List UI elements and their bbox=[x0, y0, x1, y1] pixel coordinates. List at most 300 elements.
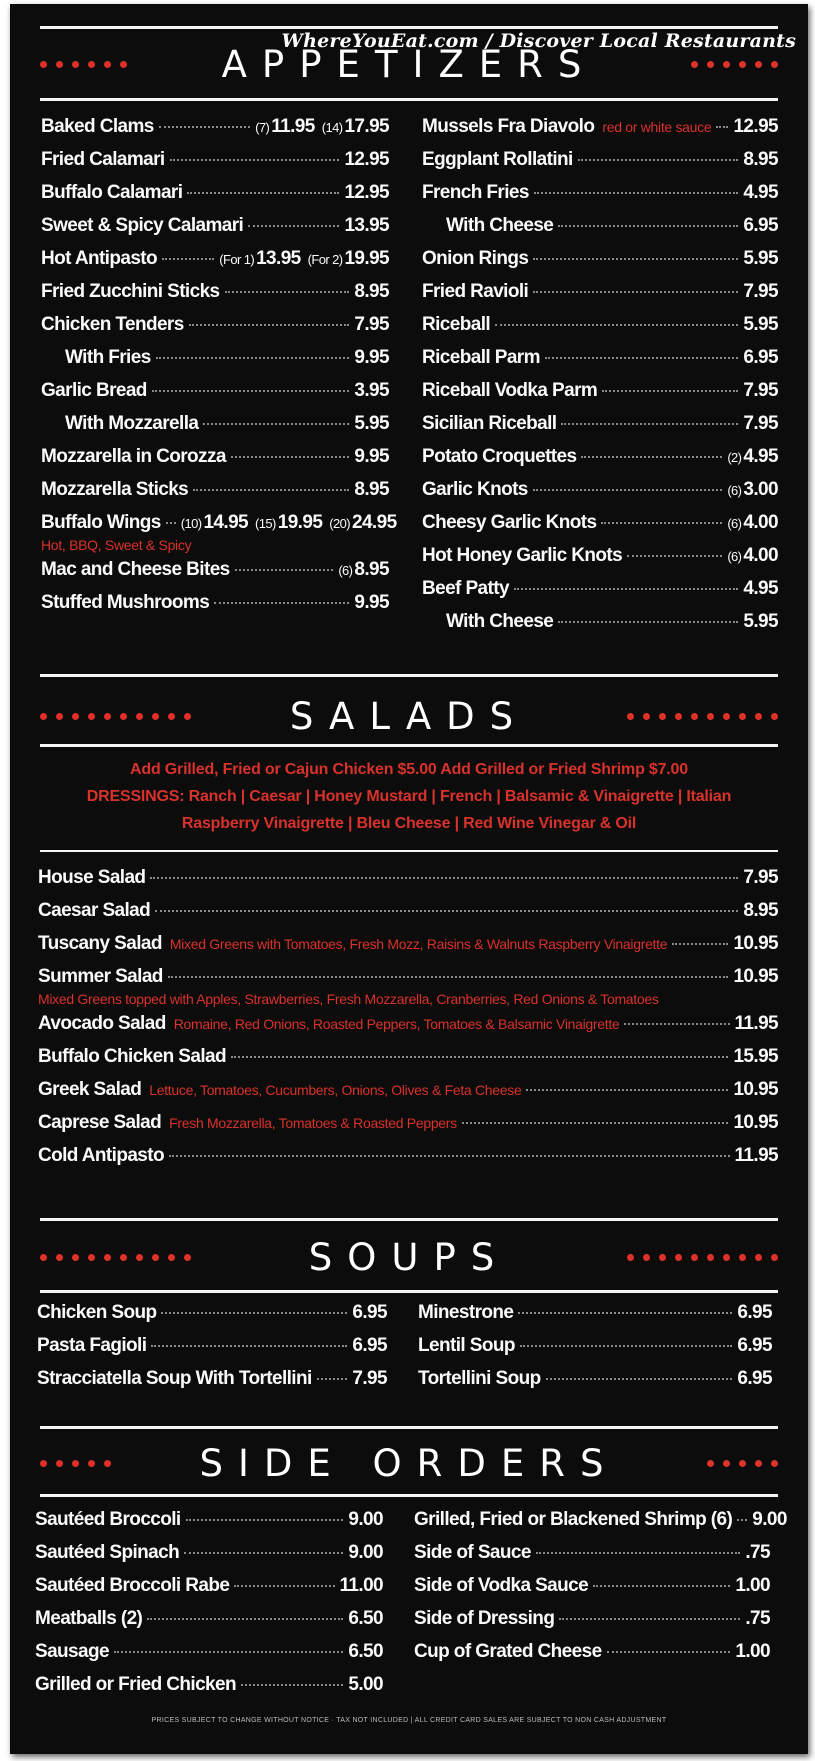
dot-leader bbox=[186, 1519, 344, 1521]
menu-item bbox=[41, 592, 389, 625]
menu-item bbox=[35, 1641, 383, 1674]
item-name: With Cheese bbox=[446, 611, 554, 632]
section-heading-salads: SALADS bbox=[289, 694, 529, 738]
item-name: Caesar Salad bbox=[38, 900, 151, 921]
dot-leader bbox=[203, 423, 349, 425]
dot-leader bbox=[534, 192, 739, 194]
item-price: 9.95 bbox=[354, 592, 389, 613]
menu-item bbox=[41, 314, 389, 347]
item-quantity: (10) bbox=[180, 516, 202, 531]
item-name: Buffalo Chicken Salad bbox=[38, 1046, 226, 1067]
decorative-dots bbox=[40, 1460, 111, 1467]
item-price-group bbox=[348, 1608, 383, 1630]
item-name: Riceball Parm bbox=[422, 347, 540, 368]
item-price-group bbox=[743, 215, 778, 237]
menu-item bbox=[38, 1112, 778, 1145]
item-name: Meatballs (2) bbox=[35, 1608, 143, 1629]
item-description: Romaine, Red Onions, Roasted Peppers, Tomatoes & Balsamic Vinaigrette bbox=[173, 1016, 620, 1032]
item-price: 1.00 bbox=[735, 1575, 770, 1596]
item-price-group bbox=[348, 1641, 383, 1663]
item-name: Riceball bbox=[422, 314, 491, 335]
item-description: Mixed Greens with Tomatoes, Fresh Mozz, Raisins & Walnuts Raspberry Vinaigrette bbox=[169, 936, 668, 952]
item-price: 13.95 bbox=[344, 215, 389, 236]
section-heading-appetizers: APPETIZERS bbox=[221, 42, 597, 86]
menu-item bbox=[414, 1641, 770, 1674]
divider bbox=[40, 1494, 778, 1497]
dot-leader bbox=[150, 877, 738, 879]
item-name: Stracciatella Soup With Tortellini bbox=[37, 1368, 312, 1389]
dot-leader bbox=[155, 910, 738, 912]
dot-leader bbox=[533, 258, 738, 260]
item-name: With Fries bbox=[65, 347, 151, 368]
dot-leader bbox=[520, 1345, 733, 1347]
item-price-option bbox=[255, 512, 322, 534]
dot-leader bbox=[114, 1651, 343, 1653]
item-price-group bbox=[737, 1335, 772, 1357]
item-name: Baked Clams bbox=[41, 116, 154, 137]
salad-dressing-line: Raspberry Vinaigrette | Bleu Cheese | Red Wine Vinegar & Oil bbox=[181, 815, 637, 832]
item-name: Buffalo Calamari bbox=[41, 182, 183, 203]
item-price: 12.95 bbox=[344, 182, 389, 203]
dot-leader bbox=[241, 1684, 343, 1686]
menu-item bbox=[41, 512, 397, 545]
item-price-group bbox=[354, 314, 389, 336]
item-price: .75 bbox=[745, 1608, 770, 1629]
menu-item bbox=[422, 611, 778, 644]
item-price: 9.00 bbox=[752, 1509, 787, 1530]
item-quantity: (2) bbox=[727, 450, 742, 465]
item-price-group bbox=[727, 446, 778, 468]
item-price: 9.00 bbox=[348, 1509, 383, 1530]
item-name: Chicken Tenders bbox=[41, 314, 184, 335]
menu-item bbox=[41, 149, 389, 182]
item-price-option bbox=[181, 512, 248, 534]
menu-item bbox=[422, 314, 778, 347]
item-price-group bbox=[733, 1046, 778, 1068]
menu-item bbox=[41, 413, 389, 446]
dot-leader bbox=[514, 588, 738, 590]
dot-leader bbox=[189, 324, 350, 326]
item-price: 10.95 bbox=[733, 966, 778, 987]
footnote: PRICES SUBJECT TO CHANGE WITHOUT NOTICE · TAX NOT INCLUDED | ALL CREDIT CARD SALES ARE SUBJECT TO NON CASH ADJUSTMENT bbox=[151, 1717, 667, 1724]
item-quantity: (15) bbox=[255, 516, 276, 531]
item-name: Hot Honey Garlic Knots bbox=[422, 545, 623, 566]
item-price: 8.95 bbox=[743, 900, 778, 921]
item-price-group bbox=[344, 182, 389, 204]
item-name: Sicilian Riceball bbox=[422, 413, 557, 434]
item-description: red or white sauce bbox=[602, 119, 712, 135]
item-price: 9.95 bbox=[354, 446, 389, 467]
dot-leader bbox=[231, 1056, 728, 1058]
appetizers-right-column bbox=[422, 116, 778, 644]
item-price-group bbox=[735, 1575, 770, 1597]
item-price: 7.95 bbox=[743, 867, 778, 888]
item-price-group bbox=[344, 215, 389, 237]
item-price: 10.95 bbox=[733, 933, 778, 954]
item-name: House Salad bbox=[38, 867, 146, 888]
menu-item bbox=[38, 900, 778, 933]
divider bbox=[40, 1218, 778, 1221]
item-price: 9.00 bbox=[348, 1542, 383, 1563]
item-price: 6.95 bbox=[737, 1368, 772, 1389]
item-quantity: (For 1) bbox=[219, 252, 255, 267]
menu-item bbox=[41, 281, 389, 314]
item-price: 8.95 bbox=[743, 149, 778, 170]
item-price-group bbox=[338, 559, 389, 581]
item-name: Garlic Knots bbox=[422, 479, 528, 500]
decorative-dots bbox=[691, 61, 778, 68]
menu-item bbox=[38, 933, 778, 966]
divider bbox=[40, 1426, 778, 1429]
item-price: 4.95 bbox=[743, 446, 778, 467]
item-price: 17.95 bbox=[344, 116, 389, 137]
item-price: 7.95 bbox=[743, 281, 778, 302]
item-price-group bbox=[352, 1302, 387, 1324]
item-price-group bbox=[743, 611, 778, 633]
menu-item bbox=[35, 1608, 383, 1641]
menu-item bbox=[41, 248, 389, 281]
item-price-group bbox=[354, 446, 389, 468]
menu-item bbox=[38, 1145, 778, 1178]
dot-leader bbox=[162, 258, 214, 260]
item-price-group bbox=[743, 248, 778, 270]
dot-leader bbox=[545, 357, 739, 359]
decorative-dots bbox=[40, 1254, 191, 1261]
soups-left-column bbox=[37, 1302, 387, 1401]
dot-leader bbox=[627, 555, 722, 557]
decorative-dots bbox=[627, 713, 778, 720]
item-price: 7.95 bbox=[352, 1368, 387, 1389]
item-price: 8.95 bbox=[354, 479, 389, 500]
item-price-group bbox=[727, 545, 778, 567]
item-price-group bbox=[348, 1509, 383, 1531]
menu-item bbox=[41, 380, 389, 413]
item-name: Mac and Cheese Bites bbox=[41, 559, 230, 580]
dot-leader bbox=[624, 1023, 729, 1025]
item-name: Side of Sauce bbox=[414, 1542, 531, 1563]
item-name: Eggplant Rollatini bbox=[422, 149, 573, 170]
dot-leader bbox=[558, 225, 738, 227]
item-price: 6.50 bbox=[348, 1608, 383, 1629]
dot-leader bbox=[607, 1651, 731, 1653]
menu-item bbox=[422, 479, 778, 512]
dot-leader bbox=[533, 291, 738, 293]
dot-leader bbox=[536, 1552, 741, 1554]
divider bbox=[40, 850, 778, 852]
dot-leader bbox=[225, 291, 350, 293]
item-price-option bbox=[308, 248, 389, 270]
item-quantity: (6) bbox=[727, 483, 742, 498]
item-price: 7.95 bbox=[743, 380, 778, 401]
item-quantity: (6) bbox=[338, 563, 353, 578]
dot-leader bbox=[248, 225, 339, 227]
dot-leader bbox=[602, 390, 738, 392]
dot-leader bbox=[593, 1585, 730, 1587]
item-price: 10.95 bbox=[733, 1079, 778, 1100]
item-price: 6.50 bbox=[348, 1641, 383, 1662]
dot-leader bbox=[156, 357, 350, 359]
menu-item bbox=[37, 1302, 387, 1335]
item-price: 6.95 bbox=[352, 1335, 387, 1356]
item-price: 5.95 bbox=[743, 611, 778, 632]
dot-leader bbox=[737, 1519, 747, 1521]
sides-left-column bbox=[35, 1509, 383, 1707]
menu-item bbox=[422, 281, 778, 314]
item-name: Avocado Salad bbox=[38, 1013, 166, 1034]
item-price-group bbox=[743, 867, 778, 889]
item-name: Garlic Bread bbox=[41, 380, 147, 401]
item-price-group bbox=[743, 281, 778, 303]
item-name: Buffalo Wings bbox=[41, 512, 161, 533]
item-price-group bbox=[752, 1509, 787, 1531]
menu-item bbox=[422, 578, 778, 611]
menu-item bbox=[35, 1674, 383, 1707]
dot-leader bbox=[533, 489, 723, 491]
item-price-group bbox=[743, 314, 778, 336]
item-name: Cheesy Garlic Knots bbox=[422, 512, 597, 533]
item-quantity: (6) bbox=[727, 549, 742, 564]
item-name: Tuscany Salad bbox=[38, 933, 162, 954]
decorative-dots bbox=[707, 1460, 778, 1467]
item-price-group bbox=[727, 512, 778, 534]
item-name: Side of Dressing bbox=[414, 1608, 555, 1629]
item-price-group bbox=[344, 149, 389, 171]
item-price-group bbox=[743, 380, 778, 402]
dot-leader bbox=[495, 324, 738, 326]
dot-leader bbox=[231, 456, 350, 458]
item-price: 19.95 bbox=[344, 248, 389, 269]
section-heading-soups: SOUPS bbox=[308, 1235, 510, 1279]
item-price-group bbox=[733, 933, 778, 955]
item-price-group bbox=[352, 1335, 387, 1357]
item-name: Stuffed Mushrooms bbox=[41, 592, 210, 613]
menu-item bbox=[38, 1046, 778, 1079]
item-price: 5.95 bbox=[354, 413, 389, 434]
menu-item bbox=[422, 116, 778, 149]
watermark: WhereYouEat.com / Discover Local Restaurants bbox=[281, 30, 796, 52]
menu-item bbox=[35, 1509, 383, 1542]
item-name: Greek Salad bbox=[38, 1079, 142, 1100]
item-price-group bbox=[743, 413, 778, 435]
item-price: 9.95 bbox=[354, 347, 389, 368]
item-price-group bbox=[743, 149, 778, 171]
item-name: Sausage bbox=[35, 1641, 109, 1662]
appetizers-left-column bbox=[41, 116, 397, 625]
dot-leader bbox=[558, 621, 738, 623]
dot-leader bbox=[526, 1089, 728, 1091]
item-price-group bbox=[745, 1542, 770, 1564]
item-name: Sweet & Spicy Calamari bbox=[41, 215, 244, 236]
item-name: Side of Vodka Sauce bbox=[414, 1575, 589, 1596]
menu-item bbox=[422, 512, 778, 545]
item-price: 14.95 bbox=[203, 512, 249, 533]
item-price-group bbox=[348, 1542, 383, 1564]
menu-item bbox=[41, 479, 389, 512]
item-price-option bbox=[329, 512, 396, 534]
menu-item bbox=[37, 1368, 387, 1401]
item-price: 8.95 bbox=[354, 281, 389, 302]
dot-leader bbox=[184, 1552, 343, 1554]
item-price-group bbox=[354, 347, 389, 369]
item-price: 12.95 bbox=[344, 149, 389, 170]
item-price: 5.00 bbox=[348, 1674, 383, 1695]
item-price-group bbox=[737, 1368, 772, 1390]
item-price: 3.00 bbox=[743, 479, 778, 500]
menu-item bbox=[422, 446, 778, 479]
soups-title-row bbox=[40, 1235, 778, 1279]
item-price-group bbox=[733, 1079, 778, 1101]
item-price: 12.95 bbox=[733, 116, 778, 137]
item-price-group bbox=[352, 1368, 387, 1390]
dot-leader bbox=[168, 976, 729, 978]
divider bbox=[40, 26, 778, 29]
item-price: 19.95 bbox=[277, 512, 323, 533]
item-price: 11.95 bbox=[734, 1145, 778, 1166]
item-description: Lettuce, Tomatoes, Cucumbers, Onions, Olives & Feta Cheese bbox=[149, 1082, 522, 1098]
dot-leader bbox=[235, 569, 334, 571]
item-price-group bbox=[743, 578, 778, 600]
section-heading-side-orders: SIDE ORDERS bbox=[199, 1441, 619, 1485]
item-price-option bbox=[322, 116, 389, 138]
item-description: Hot, BBQ, Sweet & Spicy bbox=[41, 537, 192, 553]
menu-item bbox=[41, 347, 389, 380]
divider bbox=[40, 1290, 778, 1293]
divider bbox=[40, 744, 778, 747]
item-name: With Mozzarella bbox=[65, 413, 199, 434]
item-price-group bbox=[348, 1674, 383, 1696]
menu-item bbox=[38, 1079, 778, 1112]
item-price: 11.95 bbox=[271, 116, 315, 137]
item-name: Minestrone bbox=[418, 1302, 514, 1323]
menu-item bbox=[422, 149, 778, 182]
item-price-option bbox=[219, 248, 300, 270]
item-price: 7.95 bbox=[743, 413, 778, 434]
item-price: 6.95 bbox=[352, 1302, 387, 1323]
dot-leader bbox=[159, 126, 250, 128]
sides-title-row bbox=[40, 1441, 778, 1485]
salads-title-row bbox=[40, 694, 778, 738]
item-name: Lentil Soup bbox=[418, 1335, 515, 1356]
menu-item bbox=[414, 1608, 770, 1641]
item-quantity: (14) bbox=[321, 120, 343, 135]
item-name: Potato Croquettes bbox=[422, 446, 577, 467]
item-price: 10.95 bbox=[733, 1112, 778, 1133]
dot-leader bbox=[462, 1122, 729, 1124]
menu-item bbox=[422, 248, 778, 281]
item-price: 8.95 bbox=[354, 559, 389, 580]
item-price: 3.95 bbox=[354, 380, 389, 401]
item-price-group bbox=[735, 1013, 779, 1035]
dot-leader bbox=[151, 1345, 347, 1347]
dot-leader bbox=[169, 1155, 730, 1157]
item-price: 6.95 bbox=[743, 215, 778, 236]
menu-item bbox=[41, 182, 389, 215]
dot-leader bbox=[578, 159, 739, 161]
dot-leader bbox=[716, 126, 728, 128]
item-price: 4.00 bbox=[743, 512, 778, 533]
menu-item bbox=[422, 545, 778, 578]
item-price-group bbox=[354, 281, 389, 303]
menu-item bbox=[422, 215, 778, 248]
item-price: 6.95 bbox=[743, 347, 778, 368]
item-name: Grilled, Fried or Blackened Shrimp (6) bbox=[414, 1509, 733, 1530]
dot-leader bbox=[518, 1312, 732, 1314]
item-price-group bbox=[745, 1608, 770, 1630]
dot-leader bbox=[234, 1585, 334, 1587]
dot-leader bbox=[187, 192, 339, 194]
dot-leader bbox=[161, 1312, 347, 1314]
menu-item bbox=[418, 1302, 772, 1335]
decorative-dots bbox=[627, 1254, 778, 1261]
item-price-group bbox=[727, 479, 778, 501]
item-price: 11.00 bbox=[339, 1575, 383, 1596]
item-name: Tortellini Soup bbox=[418, 1368, 541, 1389]
item-price: 4.00 bbox=[743, 545, 778, 566]
menu-item bbox=[414, 1575, 770, 1608]
item-name: Chicken Soup bbox=[37, 1302, 157, 1323]
menu-item bbox=[41, 116, 389, 149]
item-name: Cold Antipasto bbox=[38, 1145, 164, 1166]
item-price: 5.95 bbox=[743, 248, 778, 269]
item-name: With Cheese bbox=[446, 215, 554, 236]
item-price: 5.95 bbox=[743, 314, 778, 335]
item-name: Summer Salad bbox=[38, 966, 163, 987]
item-price: 24.95 bbox=[352, 512, 397, 533]
item-quantity: (6) bbox=[727, 516, 742, 531]
dot-leader bbox=[317, 1378, 348, 1380]
menu-item bbox=[422, 347, 778, 380]
item-name: French Fries bbox=[422, 182, 529, 203]
decorative-dots bbox=[40, 713, 191, 720]
item-price: 13.95 bbox=[256, 248, 301, 269]
item-name: Sautéed Broccoli bbox=[35, 1509, 181, 1530]
dot-leader bbox=[152, 390, 350, 392]
item-name: Fried Calamari bbox=[41, 149, 165, 170]
menu-item bbox=[422, 380, 778, 413]
item-price-group bbox=[737, 1302, 772, 1324]
item-name: Caprese Salad bbox=[38, 1112, 162, 1133]
item-name: Riceball Vodka Parm bbox=[422, 380, 598, 401]
item-price-group bbox=[354, 592, 389, 614]
dot-leader bbox=[193, 489, 349, 491]
salads-list bbox=[38, 867, 778, 1178]
item-name: Mozzarella in Corozza bbox=[41, 446, 226, 467]
item-name: Hot Antipasto bbox=[41, 248, 158, 269]
item-name: Cup of Grated Cheese bbox=[414, 1641, 602, 1662]
item-name: Sautéed Broccoli Rabe bbox=[35, 1575, 230, 1596]
item-price-group bbox=[743, 900, 778, 922]
item-price-group bbox=[743, 182, 778, 204]
menu-item bbox=[418, 1368, 772, 1401]
item-name: Fried Ravioli bbox=[422, 281, 529, 302]
item-name: Beef Patty bbox=[422, 578, 509, 599]
divider bbox=[40, 674, 778, 677]
dot-leader bbox=[214, 602, 349, 604]
item-name: Grilled or Fried Chicken bbox=[35, 1674, 236, 1695]
item-price-group bbox=[735, 1641, 770, 1663]
dot-leader bbox=[581, 456, 722, 458]
item-price: 6.95 bbox=[737, 1302, 772, 1323]
dot-leader bbox=[166, 522, 176, 524]
menu-item bbox=[37, 1335, 387, 1368]
item-price: 6.95 bbox=[737, 1335, 772, 1356]
item-price-group bbox=[733, 1112, 778, 1134]
item-price-group bbox=[340, 1575, 384, 1597]
item-price-group bbox=[354, 479, 389, 501]
divider bbox=[40, 98, 778, 101]
item-name: Mozzarella Sticks bbox=[41, 479, 189, 500]
item-price-group bbox=[733, 966, 778, 988]
